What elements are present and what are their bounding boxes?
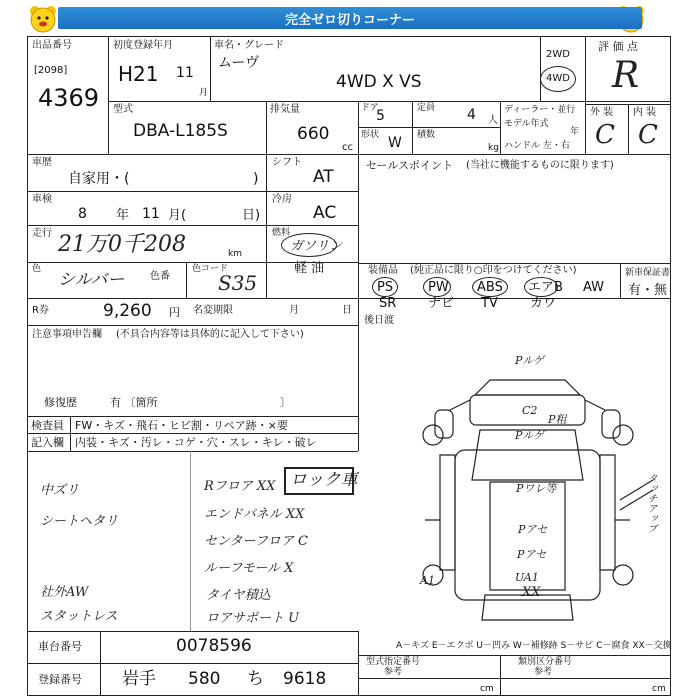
equip-pw-circle (423, 277, 451, 297)
notes-label: 注意事項申告欄 (32, 329, 102, 340)
mileage-unit: km (228, 249, 242, 259)
ac-label: 冷房 (272, 194, 292, 205)
grade-score: R (612, 55, 640, 96)
hw-note-4: ロック車 (290, 470, 358, 490)
inspection-month-unit: 月( (168, 208, 187, 223)
hw-note-7: ルーフモール X (204, 561, 294, 576)
capacity-value: 4 (467, 107, 476, 123)
check-label2: 記入欄 (31, 436, 64, 449)
fuel-circle (281, 233, 337, 257)
frame-no-label: 車台番号 (38, 640, 82, 653)
equip-abs-circle (472, 277, 508, 297)
year-unit: 年 (570, 127, 580, 137)
deadline-day: 日 (342, 305, 352, 316)
mark-9: UA1 (515, 571, 539, 584)
cm-unit-1: cm (480, 684, 494, 694)
car-grade: 4WD X VS (336, 72, 422, 92)
mileage-label: 走行 (32, 228, 52, 239)
equip-aw: AW (583, 280, 605, 295)
equip-airbag: エアB (528, 280, 563, 295)
mark-1: Pルゲ (515, 354, 545, 367)
plate-label: 登録番号 (38, 673, 82, 686)
capacity-unit: 人 (488, 115, 498, 126)
equipment-note: (純正品に限り○印をつけてください) (410, 265, 577, 276)
shift-value: AT (313, 167, 334, 187)
load-unit: kg (488, 143, 499, 153)
notes-sub: (不具合内容等は具体的に記入して下さい) (116, 329, 304, 340)
model-year-label: モデル年式 (504, 119, 549, 129)
color-code-label: 色番 (150, 271, 170, 282)
check-items2: 内装・キズ・汚レ・コゲ・穴・スレ・キレ・破レ (75, 436, 317, 449)
inspection-month: 11 (142, 206, 160, 222)
ac-value: AC (313, 203, 337, 223)
mark-7: Pアセ (517, 548, 547, 561)
lot-label: 出品番号 (32, 40, 72, 51)
deadline-label: 名変期限 (193, 305, 233, 316)
warranty-value: 有・無 (628, 283, 668, 298)
equip-sr: SR (379, 296, 397, 311)
cc-label: 排気量 (270, 104, 300, 115)
equip-airbag-circle (524, 277, 558, 297)
history-value: 自家用・( (68, 171, 130, 187)
sales-point-label: セールスポイント (366, 159, 454, 172)
equip-abs: ABS (477, 280, 503, 295)
mileage-value: 21万0千208 (58, 232, 186, 257)
check-items1: FW・キズ・飛石・ヒビ割・リペア跡・×要 (75, 419, 288, 432)
ext-label: 外 装 (590, 107, 614, 118)
hw-note-6: センターフロア C (204, 534, 308, 549)
fuel-gas: ガソリン (290, 239, 343, 254)
cm-unit-2: cm (652, 684, 666, 694)
hw-note-8: タイヤ積込 (206, 588, 271, 603)
recycle-unit: 円 (169, 306, 180, 319)
fuel-label: 燃料 (272, 228, 291, 238)
repair-close: 〕 (280, 396, 291, 409)
car-label: 車名・グレード (214, 40, 284, 51)
history-label: 車歴 (32, 157, 52, 168)
type-no-label: 型式指定番号 (366, 657, 421, 667)
shape-label: 形状 (361, 130, 380, 140)
mark-4: Pルゲ (515, 429, 545, 442)
equip-ps: PS (377, 280, 394, 295)
color-code-label2: 色コード (192, 264, 229, 274)
hw-note-10: スタットレス (40, 609, 118, 624)
int-label: 内 装 (633, 107, 657, 118)
hw-note-1: 中ズリ (40, 483, 80, 498)
repair-label: 修復歴 (44, 396, 77, 409)
handle-label: ハンドル 左・右 (504, 141, 570, 151)
grade-label: 評 価 点 (598, 40, 638, 53)
class-no-ref: 参考 (534, 667, 553, 677)
int-grade: C (638, 120, 658, 150)
deadline-month: 月 (289, 305, 299, 316)
repair-value: 有 〔箇所 (110, 396, 158, 409)
mascot-left-icon (28, 4, 58, 34)
cc-value: 660 (297, 124, 330, 144)
hw-note-3: Rフロア XX (204, 479, 276, 494)
mark-11: タッチアップ (645, 473, 656, 533)
history-close: ) (253, 171, 259, 187)
mark-3: P粗 (548, 413, 567, 426)
dealer-label: ディーラー・並行 (504, 105, 576, 115)
equip-tv: TV (481, 296, 498, 311)
fuel-diesel: 軽 油 (294, 261, 325, 276)
model-label: 型式 (113, 104, 133, 115)
check-label1: 検査員 (31, 419, 64, 432)
lot-sub: [2098] (34, 65, 68, 76)
frame-no-value: 0078596 (176, 636, 252, 656)
sales-point-note: (当社に機能するものに限ります) (466, 160, 614, 171)
shape-value: W (388, 135, 402, 151)
color-label: 色 (32, 264, 42, 274)
first-reg-label: 初度登録年月 (113, 40, 173, 51)
doors-value: 5 (376, 108, 385, 124)
plate-pref: 岩手 (122, 669, 156, 689)
mark-5: Pワレ等 (516, 482, 557, 495)
first-reg-month: 11 (176, 65, 194, 81)
hw-note-2: シートヘタリ (40, 514, 119, 529)
equipment-label: 装備品 (368, 265, 398, 276)
plate-kana: ち (247, 669, 264, 689)
recycle-label: R券 (32, 305, 49, 316)
hw-note-11: ロアサポート U (206, 611, 300, 626)
capacity-label: 定員 (417, 103, 436, 113)
inspection-year: 8 (78, 206, 87, 222)
color-value: シルバー (58, 270, 125, 290)
mark-6: Pアセ (518, 523, 548, 536)
first-reg-month-unit: 月 (199, 88, 209, 98)
type-no-ref: 参考 (384, 667, 403, 677)
inspection-year-unit: 年 (116, 208, 130, 223)
car-name: ムーヴ (218, 55, 260, 71)
equip-pw: PW (428, 280, 449, 295)
recycle-value: 9,260 (103, 301, 152, 321)
model-value: DBA-L185S (133, 121, 228, 141)
first-reg-era: H21 (118, 62, 159, 86)
shift-label: シフト (272, 157, 302, 168)
equip-leather: カワ (530, 296, 557, 311)
drive-2wd: 2WD (546, 49, 570, 60)
banner-title: 完全ゼロ切りコーナー (58, 7, 642, 29)
inspection-day-unit: 日) (242, 208, 261, 223)
class-no-label: 類別区分番号 (518, 657, 573, 667)
mark-10: XX (522, 585, 541, 600)
cc-unit: cc (342, 142, 353, 153)
warranty-label: 新車保証書 (625, 268, 671, 278)
lot-number: 4369 (38, 84, 100, 112)
equip-navi: ナビ (428, 296, 455, 311)
hw-note-9: 社外AW (40, 585, 89, 600)
plate-number: 9618 (283, 669, 327, 689)
ext-grade: C (595, 120, 615, 150)
plate-class: 580 (188, 669, 221, 689)
drive-4wd: 4WD (546, 73, 570, 84)
mark-2: C2 (522, 404, 538, 417)
legend: A－キズ E－エクボ U－凹み W－補修跡 S－サビ C－腐食 XX－交換 (396, 641, 672, 651)
doors-label: ドア (361, 103, 379, 113)
hw-note-5: エンドパネル XX (204, 507, 305, 522)
equip-ps-circle (372, 277, 398, 297)
color-code: S35 (218, 271, 258, 295)
rear-seat-label: 後日渡 (364, 315, 394, 326)
load-label: 積数 (417, 130, 436, 140)
mark-8: A1 (420, 574, 435, 587)
inspection-label: 車検 (32, 194, 52, 205)
